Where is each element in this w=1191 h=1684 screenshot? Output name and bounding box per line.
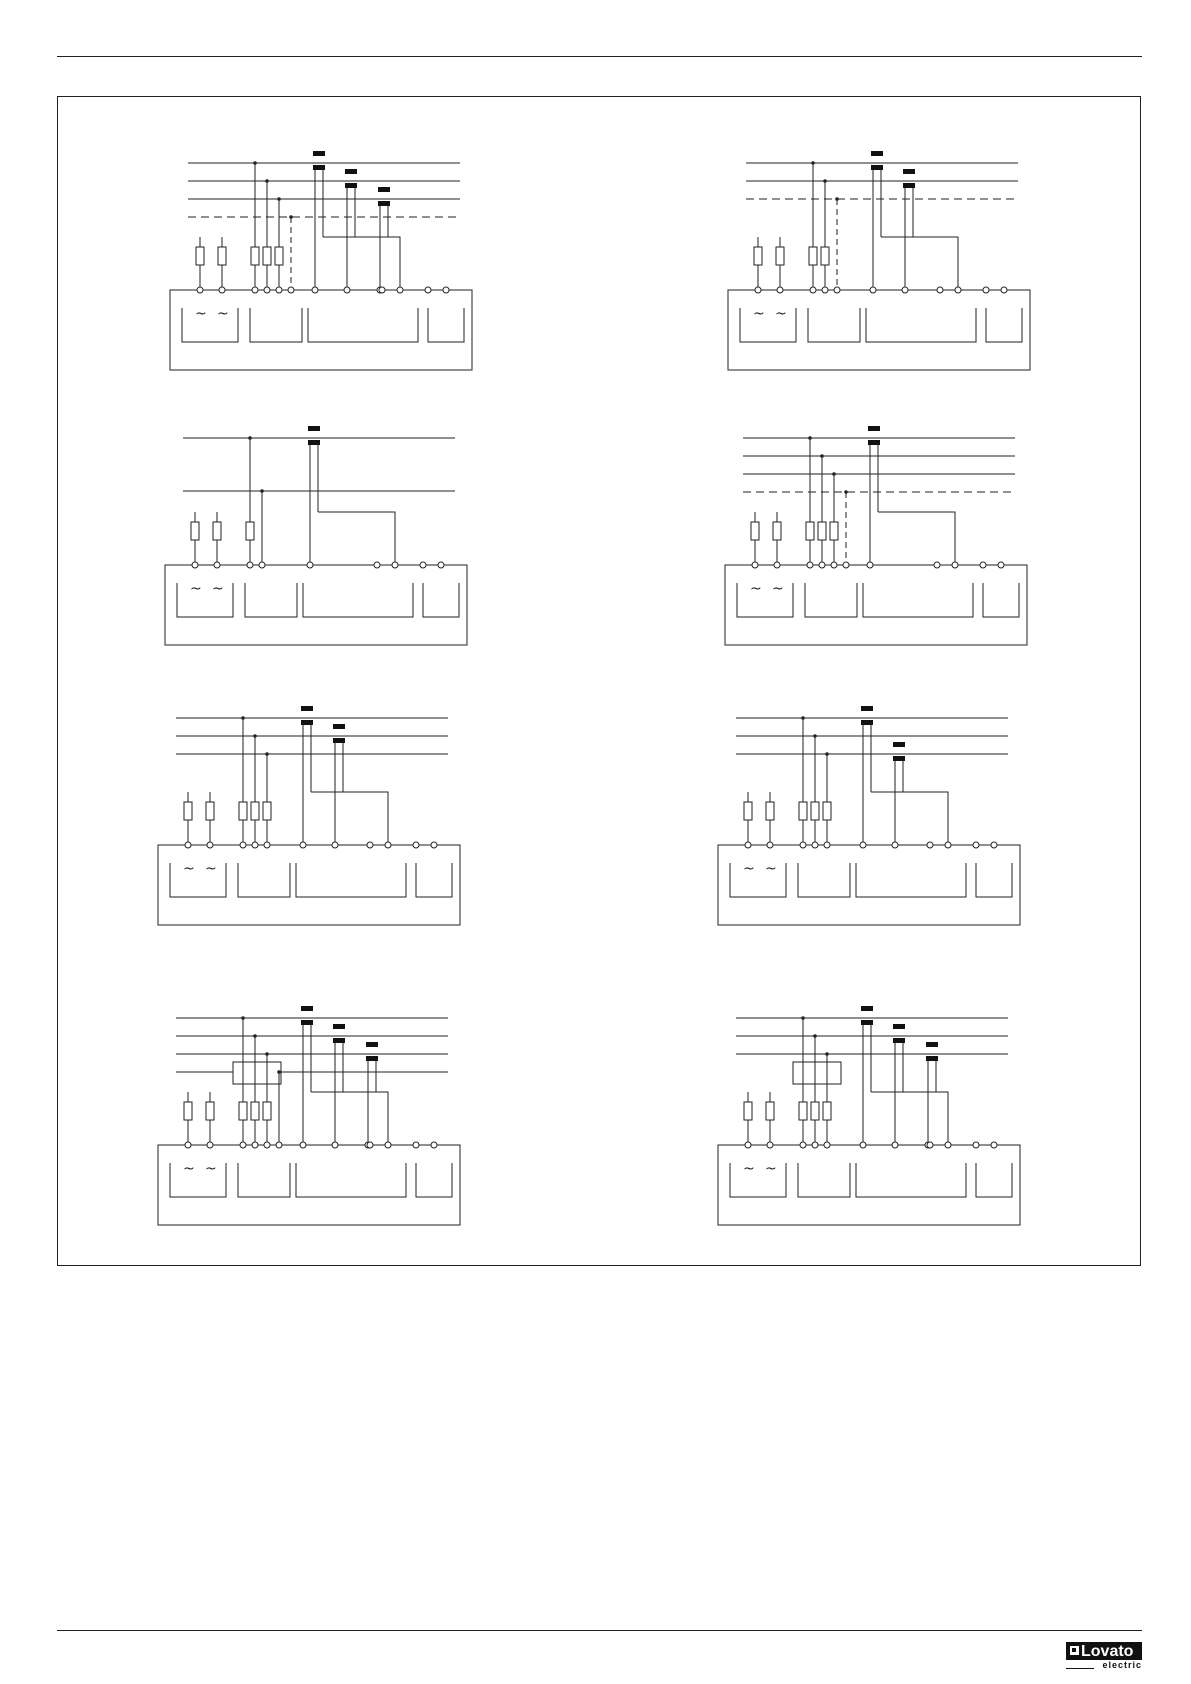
terminal-icon <box>276 287 282 293</box>
terminal-icon <box>431 842 437 848</box>
terminal-icon <box>367 842 373 848</box>
footer-rule <box>57 1630 1142 1631</box>
terminal-icon <box>392 562 398 568</box>
current-transformer-icon <box>313 165 325 170</box>
terminal-block <box>798 863 850 897</box>
terminal-icon <box>413 1142 419 1148</box>
current-transformer-icon <box>378 187 390 192</box>
fuse-icon <box>206 802 214 820</box>
ct-common-wire <box>881 237 958 290</box>
fuse-icon <box>751 522 759 540</box>
fuse-icon <box>744 1102 752 1120</box>
current-transformer-icon <box>301 1020 313 1025</box>
terminal-icon <box>927 842 933 848</box>
terminal-icon <box>252 1142 258 1148</box>
fuse-icon <box>251 1102 259 1120</box>
terminal-block <box>798 1163 850 1197</box>
terminal-icon <box>264 1142 270 1148</box>
logo-subtitle: electric <box>1102 1660 1142 1670</box>
terminal-icon <box>420 562 426 568</box>
terminal-icon <box>812 1142 818 1148</box>
terminal-icon <box>385 1142 391 1148</box>
terminal-icon <box>385 842 391 848</box>
device-body <box>158 1145 460 1225</box>
terminal-icon <box>247 562 253 568</box>
ct-common-wire <box>318 512 395 565</box>
current-transformer-icon <box>861 720 873 725</box>
terminal-icon <box>443 287 449 293</box>
terminal-icon <box>264 842 270 848</box>
device-body <box>170 290 472 370</box>
terminal-block <box>296 863 406 897</box>
fuse-icon <box>821 247 829 265</box>
fuse-icon <box>766 1102 774 1120</box>
terminal-block <box>866 308 976 342</box>
terminal-icon <box>300 1142 306 1148</box>
terminal-icon <box>374 562 380 568</box>
supply-symbol: ~ <box>190 581 202 597</box>
device-body <box>158 845 460 925</box>
terminal-block <box>423 583 459 617</box>
terminal-icon <box>307 562 313 568</box>
terminal-icon <box>824 1142 830 1148</box>
supply-symbol: ~ <box>765 1161 777 1177</box>
terminal-icon <box>344 287 350 293</box>
terminal-block <box>856 1163 966 1197</box>
terminal-block <box>170 1163 226 1197</box>
fuse-icon <box>830 522 838 540</box>
terminal-icon <box>867 562 873 568</box>
wiring-diagram-4 <box>715 420 1035 660</box>
terminal-icon <box>892 842 898 848</box>
current-transformer-icon <box>366 1056 378 1061</box>
terminal-block <box>416 863 452 897</box>
logo-underline <box>1066 1668 1094 1669</box>
current-transformer-icon <box>926 1042 938 1047</box>
current-transformer-icon <box>903 183 915 188</box>
wiring-diagram-2 <box>718 145 1038 385</box>
terminal-block <box>737 583 793 617</box>
logo-name: Lovato <box>1081 1643 1134 1660</box>
terminal-block <box>296 1163 406 1197</box>
lovato-logo <box>1066 1642 1142 1670</box>
current-transformer-icon <box>871 165 883 170</box>
terminal-icon <box>379 287 385 293</box>
terminal-icon <box>819 562 825 568</box>
fuse-icon <box>799 1102 807 1120</box>
terminal-icon <box>991 842 997 848</box>
terminal-icon <box>831 562 837 568</box>
current-transformer-icon <box>861 1020 873 1025</box>
terminal-icon <box>860 842 866 848</box>
terminal-icon <box>927 1142 933 1148</box>
device-body <box>718 1145 1020 1225</box>
fuse-icon <box>766 802 774 820</box>
current-transformer-icon <box>926 1056 938 1061</box>
supply-symbol: ~ <box>183 1161 195 1177</box>
terminal-block <box>730 863 786 897</box>
ct-common-wire <box>878 512 955 565</box>
terminal-block <box>976 1163 1012 1197</box>
fuse-icon <box>213 522 221 540</box>
terminal-icon <box>240 1142 246 1148</box>
terminal-block <box>983 583 1019 617</box>
terminal-icon <box>991 1142 997 1148</box>
fuse-icon <box>263 802 271 820</box>
terminal-block <box>740 308 796 342</box>
fuse-icon <box>239 1102 247 1120</box>
terminal-icon <box>767 842 773 848</box>
wiring-diagram-3 <box>155 420 475 660</box>
current-transformer-icon <box>871 151 883 156</box>
fuse-icon <box>239 802 247 820</box>
vt-block <box>793 1062 841 1084</box>
logo-box <box>1066 1642 1142 1660</box>
fuse-icon <box>823 802 831 820</box>
fuse-icon <box>196 247 204 265</box>
device-body <box>725 565 1027 645</box>
wiring-diagram-5 <box>148 700 468 940</box>
wiring-diagram-8 <box>708 1000 1028 1240</box>
terminal-icon <box>774 562 780 568</box>
wiring-diagram-7 <box>148 1000 468 1240</box>
supply-symbol: ~ <box>775 306 787 322</box>
fuse-icon <box>251 247 259 265</box>
ct-common-wire <box>871 1092 948 1145</box>
fuse-icon <box>811 1102 819 1120</box>
current-transformer-icon <box>861 706 873 711</box>
terminal-icon <box>332 842 338 848</box>
current-transformer-icon <box>308 426 320 431</box>
supply-symbol: ~ <box>765 861 777 877</box>
terminal-icon <box>767 1142 773 1148</box>
terminal-block <box>808 308 860 342</box>
wiring-diagram-6 <box>708 700 1028 940</box>
terminal-icon <box>945 842 951 848</box>
terminal-icon <box>945 1142 951 1148</box>
current-transformer-icon <box>893 756 905 761</box>
terminal-block <box>986 308 1022 342</box>
terminal-icon <box>952 562 958 568</box>
supply-symbol: ~ <box>205 1161 217 1177</box>
terminal-icon <box>300 842 306 848</box>
current-transformer-icon <box>868 426 880 431</box>
terminal-block <box>805 583 857 617</box>
terminal-block <box>250 308 302 342</box>
current-transformer-icon <box>301 1006 313 1011</box>
terminal-icon <box>812 842 818 848</box>
terminal-icon <box>264 287 270 293</box>
terminal-icon <box>822 287 828 293</box>
terminal-icon <box>800 842 806 848</box>
terminal-icon <box>937 287 943 293</box>
fuse-icon <box>263 247 271 265</box>
current-transformer-icon <box>313 151 325 156</box>
current-transformer-icon <box>366 1042 378 1047</box>
current-transformer-icon <box>903 169 915 174</box>
terminal-icon <box>934 562 940 568</box>
current-transformer-icon <box>301 706 313 711</box>
terminal-icon <box>425 287 431 293</box>
terminal-block <box>856 863 966 897</box>
supply-symbol: ~ <box>750 581 762 597</box>
terminal-icon <box>860 1142 866 1148</box>
terminal-icon <box>207 1142 213 1148</box>
terminal-icon <box>902 287 908 293</box>
fuse-icon <box>263 1102 271 1120</box>
terminal-icon <box>259 562 265 568</box>
terminal-icon <box>219 287 225 293</box>
fuse-icon <box>184 802 192 820</box>
terminal-icon <box>870 287 876 293</box>
terminal-icon <box>745 842 751 848</box>
terminal-icon <box>185 1142 191 1148</box>
terminal-icon <box>431 1142 437 1148</box>
wiring-diagram-1 <box>160 145 480 385</box>
terminal-icon <box>810 287 816 293</box>
terminal-icon <box>288 287 294 293</box>
logo-mark-icon <box>1070 1646 1079 1655</box>
terminal-icon <box>755 287 761 293</box>
fuse-icon <box>811 802 819 820</box>
fuse-icon <box>799 802 807 820</box>
terminal-icon <box>413 842 419 848</box>
terminal-icon <box>973 1142 979 1148</box>
supply-symbol: ~ <box>205 861 217 877</box>
current-transformer-icon <box>378 201 390 206</box>
terminal-icon <box>983 287 989 293</box>
terminal-icon <box>980 562 986 568</box>
fuse-icon <box>251 802 259 820</box>
terminal-icon <box>998 562 1004 568</box>
fuse-icon <box>246 522 254 540</box>
device-body <box>728 290 1030 370</box>
ct-common-wire <box>311 792 388 845</box>
current-transformer-icon <box>893 1024 905 1029</box>
supply-symbol: ~ <box>772 581 784 597</box>
fuse-icon <box>206 1102 214 1120</box>
terminal-icon <box>192 562 198 568</box>
terminal-block <box>308 308 418 342</box>
current-transformer-icon <box>333 1038 345 1043</box>
terminal-icon <box>752 562 758 568</box>
terminal-icon <box>367 1142 373 1148</box>
fuse-icon <box>806 522 814 540</box>
supply-symbol: ~ <box>753 306 765 322</box>
ct-common-wire <box>323 237 400 290</box>
terminal-icon <box>252 842 258 848</box>
terminal-icon <box>745 1142 751 1148</box>
terminal-block <box>177 583 233 617</box>
current-transformer-icon <box>345 183 357 188</box>
terminal-icon <box>185 842 191 848</box>
fuse-icon <box>744 802 752 820</box>
supply-symbol: ~ <box>195 306 207 322</box>
terminal-icon <box>197 287 203 293</box>
current-transformer-icon <box>333 724 345 729</box>
fuse-icon <box>191 522 199 540</box>
fuse-icon <box>754 247 762 265</box>
terminal-icon <box>276 1142 282 1148</box>
terminal-icon <box>824 842 830 848</box>
supply-symbol: ~ <box>743 1161 755 1177</box>
terminal-block <box>238 863 290 897</box>
terminal-icon <box>252 287 258 293</box>
vt-block <box>233 1062 281 1084</box>
fuse-icon <box>776 247 784 265</box>
fuse-icon <box>818 522 826 540</box>
supply-symbol: ~ <box>743 861 755 877</box>
supply-symbol: ~ <box>183 861 195 877</box>
supply-symbol: ~ <box>217 306 229 322</box>
terminal-block <box>170 863 226 897</box>
fuse-icon <box>184 1102 192 1120</box>
current-transformer-icon <box>333 1024 345 1029</box>
terminal-block <box>303 583 413 617</box>
terminal-icon <box>1001 287 1007 293</box>
fuse-icon <box>773 522 781 540</box>
fuse-icon <box>809 247 817 265</box>
terminal-block <box>863 583 973 617</box>
terminal-block <box>182 308 238 342</box>
terminal-icon <box>312 287 318 293</box>
current-transformer-icon <box>893 1038 905 1043</box>
terminal-icon <box>892 1142 898 1148</box>
terminal-icon <box>807 562 813 568</box>
current-transformer-icon <box>301 720 313 725</box>
header-rule <box>57 56 1142 57</box>
terminal-block <box>245 583 297 617</box>
fuse-icon <box>275 247 283 265</box>
current-transformer-icon <box>345 169 357 174</box>
fuse-icon <box>823 1102 831 1120</box>
terminal-block <box>416 1163 452 1197</box>
current-transformer-icon <box>861 1006 873 1011</box>
terminal-block <box>428 308 464 342</box>
terminal-icon <box>438 562 444 568</box>
terminal-icon <box>214 562 220 568</box>
current-transformer-icon <box>868 440 880 445</box>
current-transformer-icon <box>893 742 905 747</box>
terminal-icon <box>332 1142 338 1148</box>
terminal-icon <box>207 842 213 848</box>
current-transformer-icon <box>308 440 320 445</box>
fuse-icon <box>218 247 226 265</box>
terminal-icon <box>397 287 403 293</box>
terminal-icon <box>834 287 840 293</box>
terminal-icon <box>955 287 961 293</box>
terminal-block <box>976 863 1012 897</box>
ct-common-wire <box>871 792 948 845</box>
terminal-icon <box>240 842 246 848</box>
supply-symbol: ~ <box>212 581 224 597</box>
terminal-block <box>730 1163 786 1197</box>
device-body <box>718 845 1020 925</box>
current-transformer-icon <box>333 738 345 743</box>
ct-common-wire <box>311 1092 388 1145</box>
terminal-icon <box>800 1142 806 1148</box>
device-body <box>165 565 467 645</box>
terminal-icon <box>843 562 849 568</box>
terminal-block <box>238 1163 290 1197</box>
terminal-icon <box>973 842 979 848</box>
terminal-icon <box>777 287 783 293</box>
